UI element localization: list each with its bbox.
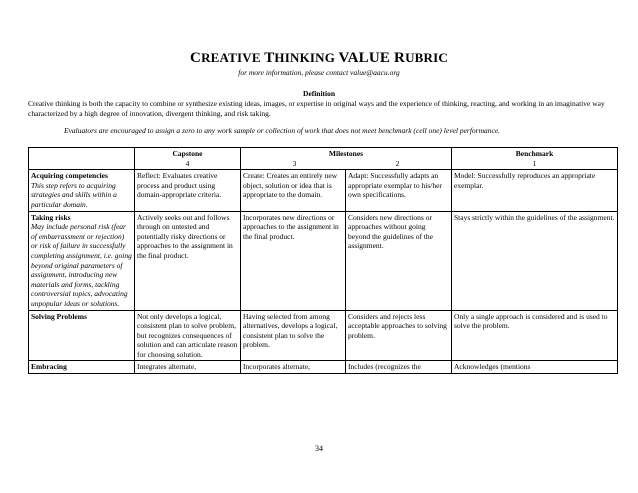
capstone-cell: Actively seeks out and follows through on untested and potentially risky directions or approaches to the assignment in the final product. [135, 211, 241, 310]
milestone-3-cell: Having selected from among alternatives, develops a logical, consistent plan to solve the problem. [241, 310, 346, 361]
criterion-description: This step refers to acquiring strategies and skills within a particular domain. [31, 180, 117, 209]
milestones-label: Milestones [328, 149, 364, 158]
table-row [29, 310, 618, 361]
rubric-table [28, 147, 618, 374]
evaluator-note: Evaluators are encouraged to assign a zero to any work sample or collection of work that does not meet benchmark (cell one) level performance. [64, 126, 501, 135]
criterion-cell [29, 310, 135, 361]
benchmark-number: 1 [532, 158, 537, 168]
criterion-name: Embracing [31, 362, 67, 372]
criterion-name: Taking risks [31, 212, 71, 222]
definition-heading: Definition [302, 89, 336, 98]
milestone-2-cell: Includes (recognizes the [346, 361, 452, 374]
capstone-label: Capstone [172, 149, 203, 158]
capstone-cell: Integrates alternate, [135, 361, 241, 374]
criterion-name: Solving Problems [31, 311, 87, 321]
header-row [29, 148, 618, 170]
criterion-cell [29, 361, 135, 374]
milestone-2-cell: Considers and rejects less acceptable approaches to solving problem. [346, 310, 452, 361]
benchmark-cell: Only a single approach is considered and is used to solve the problem. [452, 310, 618, 361]
benchmark-cell: Stays strictly within the guidelines of the assignment. [452, 211, 618, 310]
capstone-cell: Not only develops a logical, consistent plan to solve problem, but recognizes consequences of solution and can articulate reason for choosing solution. [135, 310, 241, 361]
milestone-2-number: 2 [395, 158, 400, 168]
criterion-cell [29, 211, 135, 310]
header-milestones [241, 148, 452, 170]
milestone-2-cell: Considers new directions or approaches without going beyond the guidelines of the assignment. [346, 211, 452, 310]
benchmark-label: Benchmark [515, 149, 554, 158]
header-criteria-cell [29, 148, 135, 170]
capstone-cell: Reflect: Evaluates creative process and product using domain-appropriate criteria. [135, 170, 241, 211]
contact-subtitle: for more information, please contact value@aacu.org [238, 68, 400, 77]
milestone-3-cell: Incorporates new directions or approaches to the assignment in the final product. [241, 211, 346, 310]
definition-text: Creative thinking is both the capacity to combine or synthesize existing ideas, images, or expertise in original ways and the experience of thinking, reacting, and working in an imaginative way characterized by a high degree of innovation, divergent thinking, and risk taking. [28, 99, 605, 118]
capstone-number: 4 [185, 158, 190, 168]
criterion-description: May include personal risk (fear of embarrassment or rejection) or risk of failure in successfully completing assignment, i.e. going beyond original parameters of assignment, introducing new materials and forms, tackling controversial topics, advocating unpopular ideas or solutions. [31, 222, 132, 308]
milestone-3-cell: Incorporates alternate, [241, 361, 346, 374]
header-benchmark [452, 148, 618, 170]
benchmark-cell: Acknowledges (mentions [452, 361, 618, 374]
benchmark-cell: Model: Successfully reproduces an appropriate exemplar. [452, 170, 618, 211]
header-capstone [135, 148, 241, 170]
page-number: 34 [315, 444, 323, 453]
table-row [29, 170, 618, 211]
table-row [29, 211, 618, 310]
milestone-3-number: 3 [292, 158, 297, 168]
milestone-2-cell: Adapt: Successfully adapts an appropriate exemplar to his/her own specifications. [346, 170, 452, 211]
milestone-3-cell: Create: Creates an entirely new object, solution or idea that is appropriate to the domain. [241, 170, 346, 211]
criterion-name: Acquiring competencies [31, 171, 108, 181]
table-row [29, 361, 618, 374]
criterion-cell [29, 170, 135, 211]
rubric-title: CREATIVE THINKING VALUE RUBRIC [190, 50, 448, 66]
